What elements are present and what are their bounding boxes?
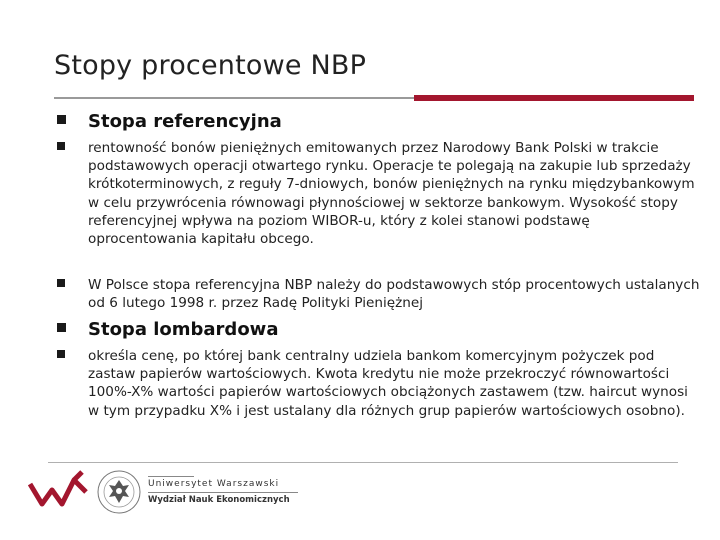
faculty-rule <box>148 492 298 493</box>
title-rule-gray <box>54 97 414 99</box>
paragraph-referencyjna-poland: W Polsce stopa referencyjna NBP należy do podstawowych stóp procentowych ustalanych od 6 lutego 1998 r. przez Radę Polityki Pieniężnej <box>88 277 700 312</box>
bullet-icon <box>57 142 65 150</box>
bullet-icon <box>57 279 65 287</box>
bullet-icon <box>57 350 65 358</box>
paragraph-lombardowa-definition: określa cenę, po której bank centralny udziela bankom komercyjnym pożyczek pod zastaw papierów wartościowych. Kwota kredytu nie może przekroczyć równowartości 100%-X% wartości papierów wartościowych obciążonych zastawem (tzw. haircut wynosi w tym przypadku X% i jest ustalany dla różnych grup papierów wartościowych osobno). <box>88 348 688 419</box>
faculty-name: Wydział Nauk Ekonomicznych <box>148 495 290 505</box>
section-heading-referencyjna: Stopa referencyjna <box>88 111 282 132</box>
university-name-rule <box>148 476 194 477</box>
paragraph-referencyjna-definition: rentowność bonów pieniężnych emitowanych przez Narodowy Bank Polski w trakcie podstawowych operacji otwartego rynku. Operacje te polegają na zakupie lub sprzedaży krótkoterminowych, z reguły 7-dniowych, bonów pieniężnych na rynku międzybankowym w celu przywrócenia równowagi płynnościowej w sektorze bankowym. Wysokość stopy referencyjnej wpływa na poziom WIBOR-u, który z kolei stanowi podstawę oprocentowania kapitału obcego. <box>88 140 695 248</box>
section-heading-lombardowa: Stopa lombardowa <box>88 319 279 340</box>
bullet-icon <box>57 323 66 332</box>
footer-rule <box>48 462 678 463</box>
title-rule-accent <box>414 95 694 101</box>
bullet-icon <box>57 115 66 124</box>
university-seal-icon <box>96 466 142 518</box>
faculty-logo-icon <box>28 470 90 514</box>
university-name: Uniwersytet Warszawski <box>148 479 280 489</box>
slide-title: Stopy procentowe NBP <box>54 50 367 81</box>
